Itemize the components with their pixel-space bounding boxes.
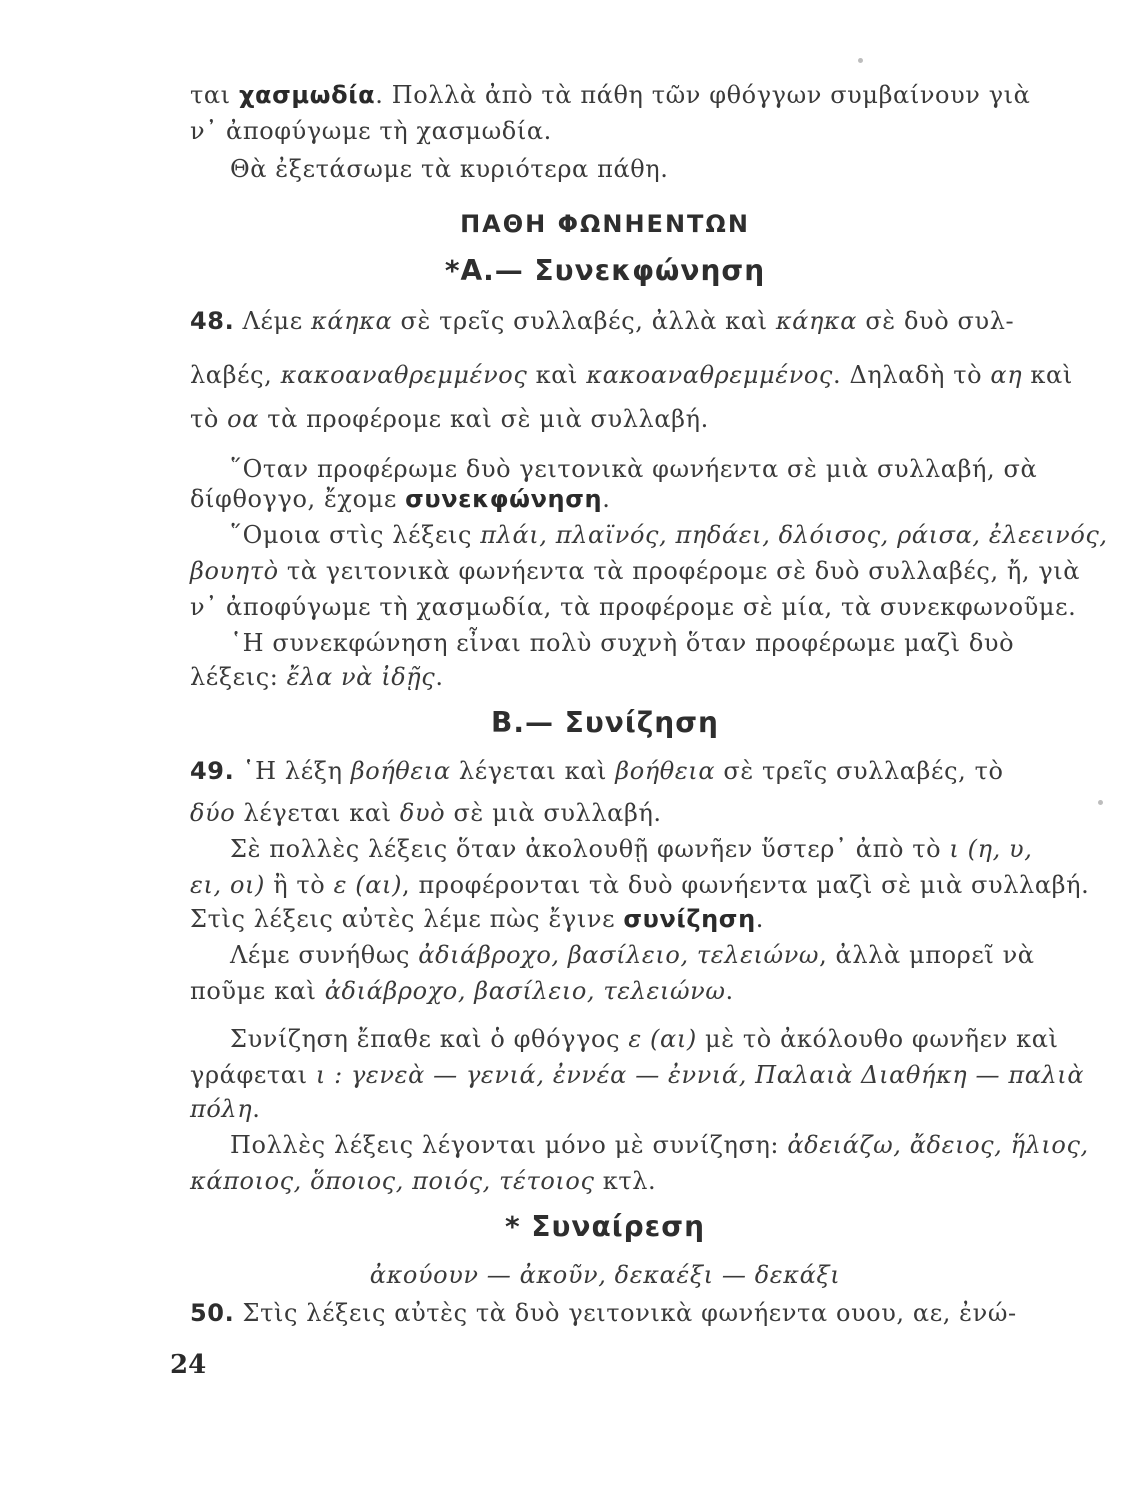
paragraph-49-line: Συνίζηση ἔπαθε καὶ ὁ φθόγγος ε (αι) μὲ τὸ ἀκόλουθο φωνῆεν καὶ — [230, 1025, 1059, 1053]
paragraph-49-line: Σὲ πολλὲς λέξεις ὅταν ἀκολουθῇ φωνῆεν ὕστερ᾽ ἀπὸ τὸ ι (η, υ, — [230, 835, 1033, 863]
page-number: 24 — [170, 1350, 207, 1380]
paragraph-number: 50. — [190, 1299, 235, 1327]
speck-mark — [858, 58, 863, 63]
paragraph-48-line: ν᾽ ἀποφύγωμε τὴ χασμωδία, τὰ προφέρομε σὲ μία, τὰ συνεκφωνοῦμε. — [190, 593, 1077, 621]
subsection-heading: Β.— Συνίζηση — [491, 706, 719, 739]
paragraph-49-line: Στὶς λέξεις αὐτὲς λέμε πὼς ἔγινε συνίζηση. — [190, 905, 765, 933]
paragraph-49-line: κάποιος, ὅποιος, ποιός, τέτοιος κτλ. — [190, 1167, 657, 1195]
example-line: ἀκούουν — ἀκοῦν, δεκαέξι — δεκάξι — [369, 1261, 841, 1289]
paragraph-number: 48. — [190, 307, 235, 335]
text-line: ν᾽ ἀποφύγωμε τὴ χασμωδία. — [190, 117, 552, 145]
paragraph-48-line: τὸ οα τὰ προφέρομε καὶ σὲ μιὰ συλλαβή. — [190, 405, 709, 433]
paragraph-49-line: ει, οι) ἢ τὸ ε (αι), προφέρονται τὰ δυὸ φωνήεντα μαζὶ σὲ μιὰ συλλαβή. — [190, 871, 1090, 899]
paragraph-48-line: λαβές, κακοαναθρεμμένος καὶ κακοαναθρεμμένος. Δηλαδὴ τὸ αη καὶ — [190, 361, 1073, 389]
text-line: ται χασμωδία. Πολλὰ ἀπὸ τὰ πάθη τῶν φθόγγων συμβαίνουν γιὰ — [190, 81, 1031, 109]
paragraph-49-line: Πολλὲς λέξεις λέγονται μόνο μὲ συνίζηση: ἀδειάζω, ἄδειος, ἥλιος, — [230, 1131, 1089, 1159]
paragraph-48-line: 48. Λέμε κάηκα σὲ τρεῖς συλλαβές, ἀλλὰ καὶ κάηκα σὲ δυὸ συλ- — [190, 307, 1015, 335]
paragraph-48-line: δίφθογγο, ἔχομε συνεκφώνηση. — [190, 485, 611, 513]
paragraph-49-line: 49. ῾Η λέξη βοήθεια λέγεται καὶ βοήθεια σὲ τρεῖς συλλαβές, τὸ — [190, 757, 1004, 785]
paragraph-48-line: ῞Οταν προφέρωμε δυὸ γειτονικὰ φωνήεντα σὲ μιὰ συλλαβή, σὰ — [230, 455, 1038, 483]
paragraph-48-line: ῞Ομοια στὶς λέξεις πλάι, πλαϊνός, πηδάει, δλόισος, ράισα, ἐλεεινός, — [230, 521, 1108, 549]
paragraph-49-line: γράφεται ι : γενεὰ — γενιά, ἐννέα — ἐννιά, Παλαιὰ Διαθήκη — παλιὰ — [190, 1061, 1085, 1089]
paragraph-48-line: βουητὸ τὰ γειτονικὰ φωνήεντα τὰ προφέρομε σὲ δυὸ συλλαβές, ἤ, γιὰ — [190, 557, 1081, 585]
subsection-heading: * Συναίρεση — [504, 1210, 705, 1243]
subsection-heading: *Α.— Συνεκφώνηση — [444, 254, 766, 287]
text-line: Θὰ ἐξετάσωμε τὰ κυριότερα πάθη. — [230, 155, 669, 183]
paragraph-49-line: Λέμε συνήθως ἀδιάβροχο, βασίλειο, τελειώνω, ἀλλὰ μπορεῖ νὰ — [230, 941, 1035, 969]
paragraph-49-line: ποῦμε καὶ ἀδιάβροχο, βασίλειο, τελειώνω. — [190, 977, 734, 1005]
paragraph-49-line: δύο λέγεται καὶ δυὸ σὲ μιὰ συλλαβή. — [190, 799, 662, 827]
speck-mark — [1098, 800, 1103, 805]
paragraph-48-line: ῾Η συνεκφώνηση εἶναι πολὺ συχνὴ ὅταν προφέρωμε μαζὶ δυὸ — [230, 629, 1015, 657]
paragraph-48-line: λέξεις: ἔλα νὰ ἰδῇς. — [190, 663, 444, 691]
paragraph-number: 49. — [190, 757, 235, 785]
paragraph-49-line: πόλη. — [190, 1095, 261, 1123]
section-heading: ΠΑΘΗ ΦΩΝΗΕΝΤΩΝ — [460, 210, 750, 238]
paragraph-50-line: 50. Στὶς λέξεις αὐτὲς τὰ δυὸ γειτονικὰ φωνήεντα ουου, αε, ἐνώ- — [190, 1299, 1017, 1327]
